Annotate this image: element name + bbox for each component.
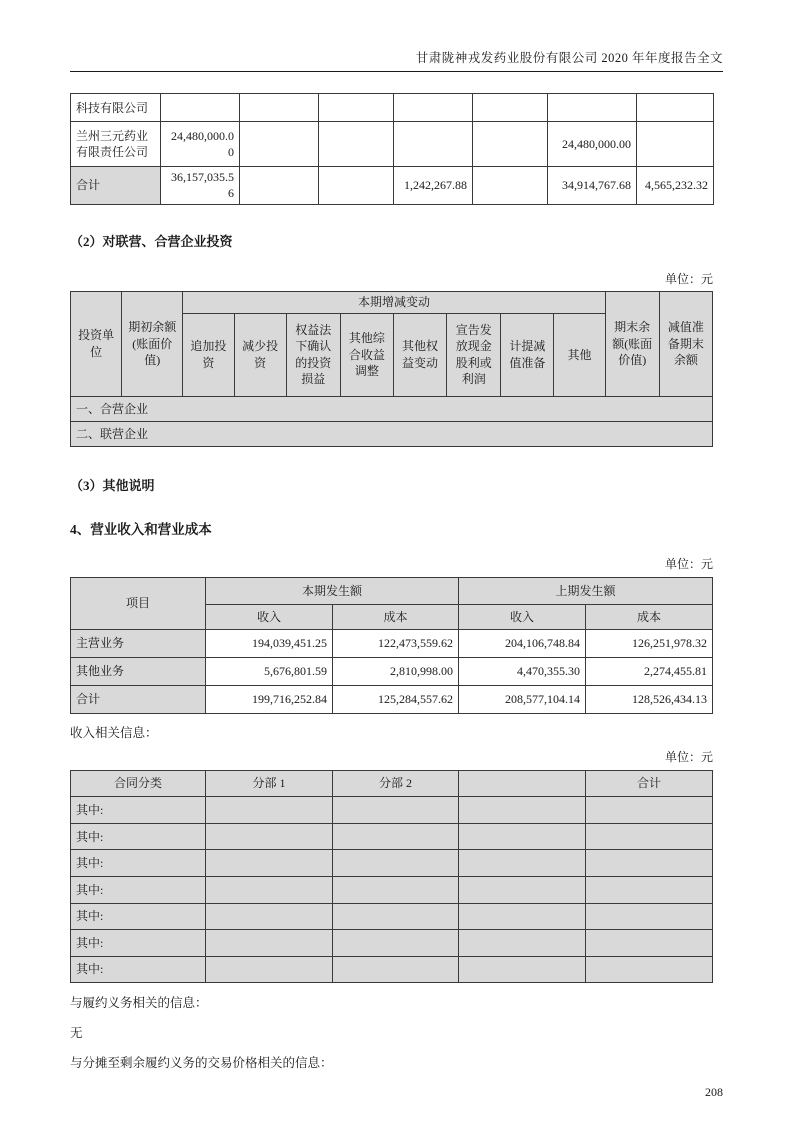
row-header: 合计 <box>71 685 206 713</box>
table-cell <box>586 956 713 983</box>
table-cell: 一、合营企业 <box>71 396 713 421</box>
table-cell: 208,577,104.14 <box>459 685 586 713</box>
table-cell <box>333 797 459 824</box>
column-header <box>459 770 586 797</box>
row-header: 其中: <box>71 823 206 850</box>
report-header-title: 甘肃陇神戎发药业股份有限公司 2020 年年度报告全文 <box>415 51 723 65</box>
column-header: 权益法下确认的投资损益 <box>286 313 340 396</box>
table-row <box>71 956 713 983</box>
column-header: 分部 1 <box>206 770 333 797</box>
column-header: 其他权益变动 <box>393 313 446 396</box>
column-header: 期末余额(账面价值) <box>605 291 659 396</box>
section-2-heading: （2）对联营、合营企业投资 <box>70 233 233 249</box>
table-cell <box>206 877 333 904</box>
table-cell <box>473 122 548 167</box>
table-row <box>71 930 713 957</box>
column-header: 分部 2 <box>333 770 459 797</box>
table-row-total <box>71 167 714 204</box>
table-cell <box>206 823 333 850</box>
table-cell: 5,676,801.59 <box>206 657 333 685</box>
none-text: 无 <box>70 1026 83 1041</box>
table-cell <box>459 877 586 904</box>
table-row <box>71 657 713 685</box>
table-row <box>71 850 713 877</box>
column-header: 投资单位 <box>71 291 122 396</box>
table-cell <box>637 122 714 167</box>
table-cell <box>459 903 586 930</box>
revenue-cost-table <box>70 577 713 714</box>
row-header: 其中: <box>71 903 206 930</box>
table-cell <box>586 850 713 877</box>
table-row <box>71 797 713 824</box>
table-cell: 122,473,559.62 <box>333 629 459 657</box>
column-header: 减值准备期末余额 <box>659 291 712 396</box>
row-header: 其中: <box>71 797 206 824</box>
column-group-header: 本期增减变动 <box>183 291 605 313</box>
unit-label: 单位：元 <box>664 556 713 571</box>
table-cell <box>394 94 473 122</box>
table-cell <box>459 956 586 983</box>
table-cell <box>240 167 319 204</box>
table-cell: 2,810,998.00 <box>333 657 459 685</box>
column-header: 合计 <box>586 770 713 797</box>
column-header: 减少投资 <box>234 313 286 396</box>
table-row <box>71 421 713 446</box>
table-cell: 兰州三元药业有限责任公司 <box>71 122 161 167</box>
column-header: 宣告发放现金股利或利润 <box>447 313 501 396</box>
table-row <box>71 629 713 657</box>
contract-classification-table <box>70 770 713 984</box>
header-divider <box>70 71 723 72</box>
table-cell: 126,251,978.32 <box>586 629 713 657</box>
revenue-info-label: 收入相关信息： <box>70 725 158 740</box>
table-cell <box>473 167 548 204</box>
table-cell <box>586 930 713 957</box>
column-header: 收入 <box>459 604 586 629</box>
table-cell <box>333 877 459 904</box>
table-cell <box>206 903 333 930</box>
column-header: 其他 <box>554 313 605 396</box>
remaining-obligation-note: 与分摊至剩余履约义务的交易价格相关的信息： <box>70 1056 333 1071</box>
table-row <box>71 903 713 930</box>
table-cell: 合计 <box>71 167 161 204</box>
table-cell: 1,242,267.88 <box>394 167 473 204</box>
table-cell: 科技有限公司 <box>71 94 161 122</box>
table-cell: 199,716,252.84 <box>206 685 333 713</box>
column-header: 其他综合收益调整 <box>340 313 393 396</box>
row-header: 其中: <box>71 930 206 957</box>
table-cell: 128,526,434.13 <box>586 685 713 713</box>
column-header: 成本 <box>333 604 459 629</box>
table-row <box>71 823 713 850</box>
table-cell: 125,284,557.62 <box>333 685 459 713</box>
table-header-row <box>71 291 713 313</box>
table-cell <box>333 903 459 930</box>
row-header: 主营业务 <box>71 629 206 657</box>
table-cell: 34,914,767.68 <box>548 167 637 204</box>
column-group-header: 本期发生额 <box>206 577 459 604</box>
table-cell: 4,565,232.32 <box>637 167 714 204</box>
table-header-row <box>71 577 713 604</box>
column-header: 项目 <box>71 577 206 629</box>
column-header: 收入 <box>206 604 333 629</box>
column-header: 成本 <box>586 604 713 629</box>
subsidiary-investment-continuation-table <box>70 93 714 204</box>
table-row <box>71 877 713 904</box>
table-cell <box>161 94 240 122</box>
table-cell <box>319 122 394 167</box>
table-cell <box>206 956 333 983</box>
table-header-row <box>71 770 713 797</box>
column-header: 合同分类 <box>71 770 206 797</box>
table-cell <box>586 877 713 904</box>
table-row <box>71 94 714 122</box>
section-4-heading: 4、营业收入和营业成本 <box>70 521 212 537</box>
row-header: 其他业务 <box>71 657 206 685</box>
table-cell <box>459 850 586 877</box>
table-cell <box>333 956 459 983</box>
table-row <box>71 122 714 167</box>
table-cell <box>394 122 473 167</box>
table-cell: 4,470,355.30 <box>459 657 586 685</box>
table-cell: 36,157,035.56 <box>161 167 240 204</box>
performance-obligation-note: 与履约义务相关的信息： <box>70 996 208 1011</box>
table-cell <box>240 122 319 167</box>
table-cell <box>333 823 459 850</box>
table-cell <box>333 850 459 877</box>
table-row <box>71 396 713 421</box>
row-header: 其中: <box>71 877 206 904</box>
table-cell: 二、联营企业 <box>71 421 713 446</box>
table-cell <box>586 903 713 930</box>
row-header: 其中: <box>71 850 206 877</box>
table-cell <box>333 930 459 957</box>
table-cell <box>586 797 713 824</box>
column-header: 计提减值准备 <box>501 313 554 396</box>
table-cell: 24,480,000.00 <box>548 122 637 167</box>
section-3-heading: （3）其他说明 <box>70 477 155 493</box>
column-header: 追加投资 <box>183 313 234 396</box>
table-cell <box>548 94 637 122</box>
table-cell <box>459 797 586 824</box>
table-cell <box>206 797 333 824</box>
table-cell <box>206 850 333 877</box>
table-cell <box>206 930 333 957</box>
page-number: 208 <box>705 1085 723 1100</box>
table-cell: 204,106,748.84 <box>459 629 586 657</box>
table-cell: 194,039,451.25 <box>206 629 333 657</box>
column-header: 期初余额(账面价值) <box>122 291 183 396</box>
table-cell: 24,480,000.00 <box>161 122 240 167</box>
unit-label: 单位：元 <box>664 749 713 764</box>
table-cell <box>637 94 714 122</box>
table-cell: 2,274,455.81 <box>586 657 713 685</box>
table-cell <box>319 167 394 204</box>
table-cell <box>459 823 586 850</box>
unit-label: 单位：元 <box>664 271 713 286</box>
associate-investment-table <box>70 291 713 447</box>
table-cell <box>240 94 319 122</box>
table-cell <box>473 94 548 122</box>
table-cell <box>586 823 713 850</box>
row-header: 其中: <box>71 956 206 983</box>
column-group-header: 上期发生额 <box>459 577 713 604</box>
table-cell <box>459 930 586 957</box>
table-row-total <box>71 685 713 713</box>
table-cell <box>319 94 394 122</box>
